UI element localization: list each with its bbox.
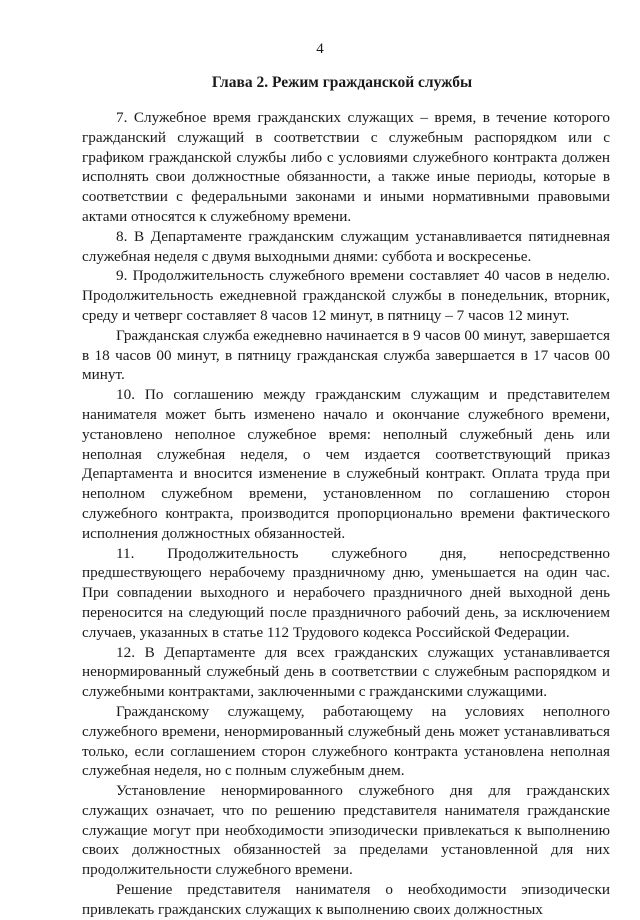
paragraph-7: 7. Служебное время гражданских служащих – время, в течение которого гражданский служащий в соответствии с служебным распорядком или с графиком гражданской службы либо с условиями служебного контракта должен исполнять свои должностные обязанности, а также иные периоды, которые в соответствии с федеральными законами и иными нормативными правовыми актами относятся к служебному времени.: [82, 109, 610, 225]
chapter-title: Глава 2. Режим гражданской службы: [211, 74, 473, 91]
page-number: 4: [316, 41, 324, 57]
paragraph-10: 10. По соглашению между гражданским служащим и представителем нанимателя может быть изменено начало и окончание служебного времени, установлено неполное служебное время: неполный служебный день или неполная служебная неделя, о чем издается соответствующий приказ Департамента и вносится изменение в служебный контракт. Оплата труда при неполном служебном времени, установленном по соглашению сторон служебного контракта, производится пропорционально времени фактического исполнения должностных обязанностей.: [82, 386, 610, 542]
paragraph-12: 12. В Департаменте для всех гражданских служащих устанавливается ненормированный служебный день в соответствии с служебным распорядком и служебными контрактами, заключенными с гражданскими служащими.: [82, 643, 610, 701]
paragraph-9: 9. Продолжительность служебного времени составляет 40 часов в неделю. Продолжительность ежедневной гражданской службы в понедельник, вторник, среду и четверг составляет 8 часов 12 минут, в пятницу – 7 часов 12 минут.: [82, 267, 610, 324]
paragraph-12-decision: Решение представителя нанимателя о необходимости эпизодически привлекать гражданских служащих к выполнению своих должностных: [82, 881, 610, 918]
paragraph-9-schedule: Гражданская служба ежедневно начинается в 9 часов 00 минут, завершается в 18 часов 00 минут, в пятницу гражданская служба завершается в 17 часов 00 минут.: [82, 326, 610, 384]
document-body: [82, 108, 610, 920]
paragraph-12-definition: Установление ненормированного служебного дня для гражданских служащих означает, что по решению представителя нанимателя гражданские служащие могут при необходимости эпизодически привлекаться к выполнению своих должностных обязанностей за пределами установленной для них продолжительности служебного времени.: [82, 782, 610, 879]
paragraph-11: 11. Продолжительность служебного дня, непосредственно предшествующего нерабочему праздничному дню, уменьшается на один час. При совпадении выходного и нерабочего праздничного дней выходной день переносится на следующий после праздничного рабочий день, за исключением случаев, указанных в статье 112 Трудового кодекса Российской Федерации.: [82, 544, 610, 641]
paragraph-12-part-time: Гражданскому служащему, работающему на условиях неполного служебного времени, ненормированный служебный день может устанавливаться только, если соглашением сторон служебного контракта установлена неполная служебная неделя, но с полным служебным днем.: [82, 702, 610, 780]
paragraph-8: 8. В Департаменте гражданским служащим устанавливается пятидневная служебная неделя с двумя выходными днями: суббота и воскресенье.: [82, 227, 610, 265]
